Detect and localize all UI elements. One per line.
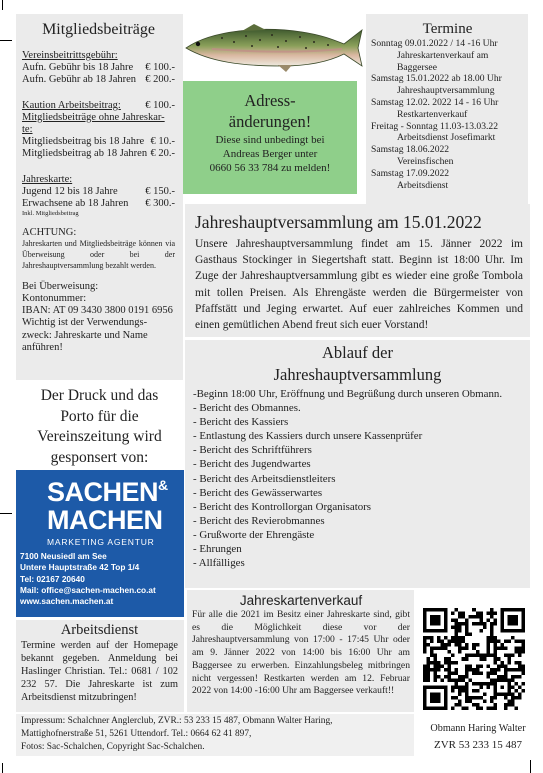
crop-mark-corner-top: [2, 0, 3, 10]
ueberweisung-line: zweck: Jahreskarte und Name: [22, 329, 148, 341]
sponsor-city: 7100 Neusiedl am See: [20, 551, 107, 561]
adressaenderungen-box: [183, 81, 357, 194]
druck-line: Porto für die: [60, 407, 139, 425]
ablauf-item: - Bericht des Revierobmannes: [193, 514, 325, 527]
mb-row: Mitgliedsbeitrag bis 18 Jahre € 10.-: [22, 136, 175, 148]
sponsor-box: [16, 470, 184, 617]
kaution-row: Kaution Arbeitsbeitrag: € 100.-: [22, 99, 175, 111]
ueberweisung-line: Wichtig ist der Verwendungs-: [22, 317, 148, 329]
impressum-line: Fotos: Sac-Schalchen, Copyright Sac-Schalchen.: [21, 742, 205, 753]
termin-date: Samstag 18.06.2022: [371, 144, 450, 156]
arbeit-title: Arbeitsdienst: [60, 622, 139, 638]
jkv-text: Für alle die 2021 im Besitz einer Jahreskarte sind, gibt es die Möglichkeit diese vor der Jahreshauptversammlung von 17:00 - 17:45 Uhr oder am 9. Jänner 2022 von 14:00 bis 16:00 Uhr am Baggersee zu erwerben. Einzahlungsbeleg mitbringen nicht vergessen! Restkarten werden am 12. Februar 2022 von 14:00 -16:00 Uhr am Baggersee verkauft!!: [192, 609, 410, 697]
crop-mark-top: [0, 40, 12, 41]
fish-image: [182, 22, 364, 74]
ablauf-item: - Bericht des Kontrollorgan Organisators: [193, 500, 372, 513]
achtung-title: ACHTUNG:: [22, 227, 77, 239]
ablauf-item: - Bericht des Obmannes.: [193, 402, 301, 415]
jk-row: Erwachsene ab 18 Jahren € 300.-: [22, 198, 175, 210]
ablauf-item: - Grußworte der Ehrengäste: [193, 528, 315, 541]
termin-event: Arbeitsdienst Josefimarkt: [397, 132, 496, 144]
termin-event: Jahreskartenverkauf am: [397, 49, 489, 61]
qr-caption-zvr: ZVR 53 233 15 487: [434, 739, 522, 751]
termin-event: Arbeitsdienst: [397, 179, 449, 191]
sponsor-phone: Tel: 02167 20640: [20, 573, 85, 584]
sponsor-agency: MARKETING AGENTUR: [47, 537, 155, 547]
druck-line: Vereinszeitung wird: [37, 428, 162, 445]
jk-note: Inkl. Mitgliedsbeitrag: [22, 210, 79, 218]
sponsor-email: Mail: office@sachen-machen.co.at: [20, 584, 156, 595]
ablauf-item: - Bericht des Kassiers: [193, 416, 289, 429]
sponsor-logo: [47, 478, 184, 534]
ablauf-item: - Bericht des Gewässerwartes: [193, 486, 323, 499]
ueberweisung-line: anführen!: [22, 341, 63, 353]
mb-row: Mitgliedsbeitrag ab 18 Jahren € 20.-: [22, 148, 175, 160]
ablauf-item: - Ehrungen: [193, 543, 242, 556]
jk-row: Jugend 12 bis 18 Jahre € 150.-: [22, 185, 175, 197]
ablauf-item: - Allfälliges: [193, 557, 245, 570]
crop-mark-corner-br: [530, 760, 531, 773]
termine-title: Termine: [422, 21, 473, 37]
jhv-text: Unsere Jahreshauptversammlung findet am 15. Jänner 2022 im Gasthaus Stockinger in Siegertshaft statt. Beginn ist 18:00 Uhr. Im Zuge der Jahreshauptversammlung gibt es wieder eine große Tombola mit tollen Preisen. Als Ehrengäste werden die Bürgermeister von Pfaffstätt und Jeging erwartet. Auf euer zahlreiches Kommen und einen gemütlichen Abend freut sich euer Vorstand!: [195, 238, 523, 332]
druck-text-box: [16, 382, 183, 468]
ablauf-box: [185, 340, 530, 588]
impressum-line: Mattighofnerstraße 51, 5261 Uttendorf. Tel.: 0664 62 41 897,: [21, 729, 252, 740]
adress-phone: 0660 56 33 784 zu melden!: [209, 162, 331, 174]
ablauf-item: - Bericht des Schriftführers: [193, 444, 312, 457]
qr-code[interactable]: [423, 608, 525, 710]
termin-event: Jahreshauptversammlung: [397, 85, 495, 97]
termin-date: Sonntag 09.01.2022 / 14 -16 Uhr: [371, 38, 498, 49]
jk-heading: Jahreskarte:: [22, 173, 73, 185]
ablauf-list: [193, 401, 522, 570]
mb-heading-cont: te:: [22, 124, 33, 136]
adress-title: Adress-: [244, 91, 296, 110]
impressum-box: [16, 714, 414, 756]
ueberweisung-line: Kontonummer:: [22, 293, 87, 305]
qr-code-graphic: [423, 608, 525, 710]
jhv-title: Jahreshauptversammlung am 15.01.2022: [195, 212, 482, 232]
ablauf-first-item: -Beginn 18:00 Uhr, Eröffnung und Begrüßung durch unseren Obmann.: [193, 388, 503, 400]
logo-sachen: SACHEN: [47, 477, 159, 507]
adress-line: Diese sind unbedingt bei: [215, 134, 325, 146]
termine-list: [371, 38, 524, 191]
mitglied-title: Mitgliedsbeiträge: [42, 21, 155, 38]
druck-line: Der Druck und das: [40, 387, 159, 404]
trout-illustration: [182, 22, 364, 74]
arbeitsdienst-box: [16, 620, 184, 712]
termin-event: Restkartenverkauf: [397, 108, 468, 120]
sponsor-website: www.sachen.machen.at: [20, 596, 114, 607]
logo-machen: MACHEN: [47, 505, 163, 535]
druck-line: gesponsert von:: [50, 448, 149, 466]
termin-date: Freitag - Sonntag 11.03-13.03.22: [371, 120, 499, 132]
crop-mark-corner-bottom: [2, 763, 3, 773]
termin-event: Vereinsfischen: [397, 155, 454, 167]
termin-date: Samstag 12.02. 2022 14 - 16 Uhr: [371, 96, 499, 108]
sponsor-street: Untere Hauptstraße 42 Top 1/4: [20, 562, 140, 573]
termine-box: [366, 14, 528, 206]
ueberweisung-line: Bei Überweisung:: [22, 280, 99, 292]
impressum-line: Impressum: Schalchner Anglerclub, ZVR.: 53 233 15 487, Obmann Walter Haring,: [21, 716, 333, 726]
termin-date: Samstag 15.01.2022 ab 18.00 Uhr: [371, 73, 502, 85]
vereins-heading: Vereinsbeitrittsgebühr:: [22, 50, 118, 61]
crop-mark-bottom: [0, 513, 12, 514]
jhv-box: [185, 204, 530, 337]
adress-title-cont: änderungen!: [228, 112, 312, 131]
mitgliedsbeitraege-box: [16, 14, 183, 380]
adress-line: Andreas Berger unter: [222, 148, 318, 160]
achtung-text: Jahreskarten und Mitgliedsbeiträge können via Überweisung oder bei der Jahreshauptversammlung bezahlt werden.: [22, 239, 175, 271]
termin-event: Baggersee: [397, 61, 437, 73]
termin-date: Samstag 17.09.2022: [371, 167, 450, 179]
arbeit-text: Termine werden auf der Homepage bekannt gegeben. Anmeldung bei Haslinger Christian. Tel.: 0681 / 102 232 57. Die Jahreskarte ist zum Arbeitsdienst mitzubringen!: [21, 640, 178, 703]
ablauf-title-cont: Jahreshauptversammlung: [273, 365, 442, 384]
ablauf-item: - Entlastung des Kassiers durch unsere Kassenprüfer: [193, 430, 423, 443]
qr-caption: [416, 722, 540, 755]
ablauf-item: - Bericht des Arbeitsdienstleiters: [193, 472, 336, 485]
ablauf-item: - Bericht des Jugendwartes: [193, 458, 311, 471]
ablauf-title: Ablauf der: [321, 343, 393, 362]
jahreskartenverkauf-box: [187, 590, 414, 712]
iban-line: IBAN: AT 09 3430 3800 0191 6956: [22, 305, 173, 317]
vereins-row: Aufn. Gebühr ab 18 Jahren € 200.-: [22, 74, 175, 86]
logo-ampersand: &: [158, 477, 168, 493]
mb-heading: Mitgliedsbeiträge ohne Jahreskar-: [22, 111, 165, 123]
vereins-row: Aufn. Gebühr bis 18 Jahre € 100.-: [22, 62, 175, 74]
jkv-title: Jahreskartenverkauf: [239, 593, 363, 608]
qr-caption-name: Obmann Haring Walter: [430, 723, 526, 734]
